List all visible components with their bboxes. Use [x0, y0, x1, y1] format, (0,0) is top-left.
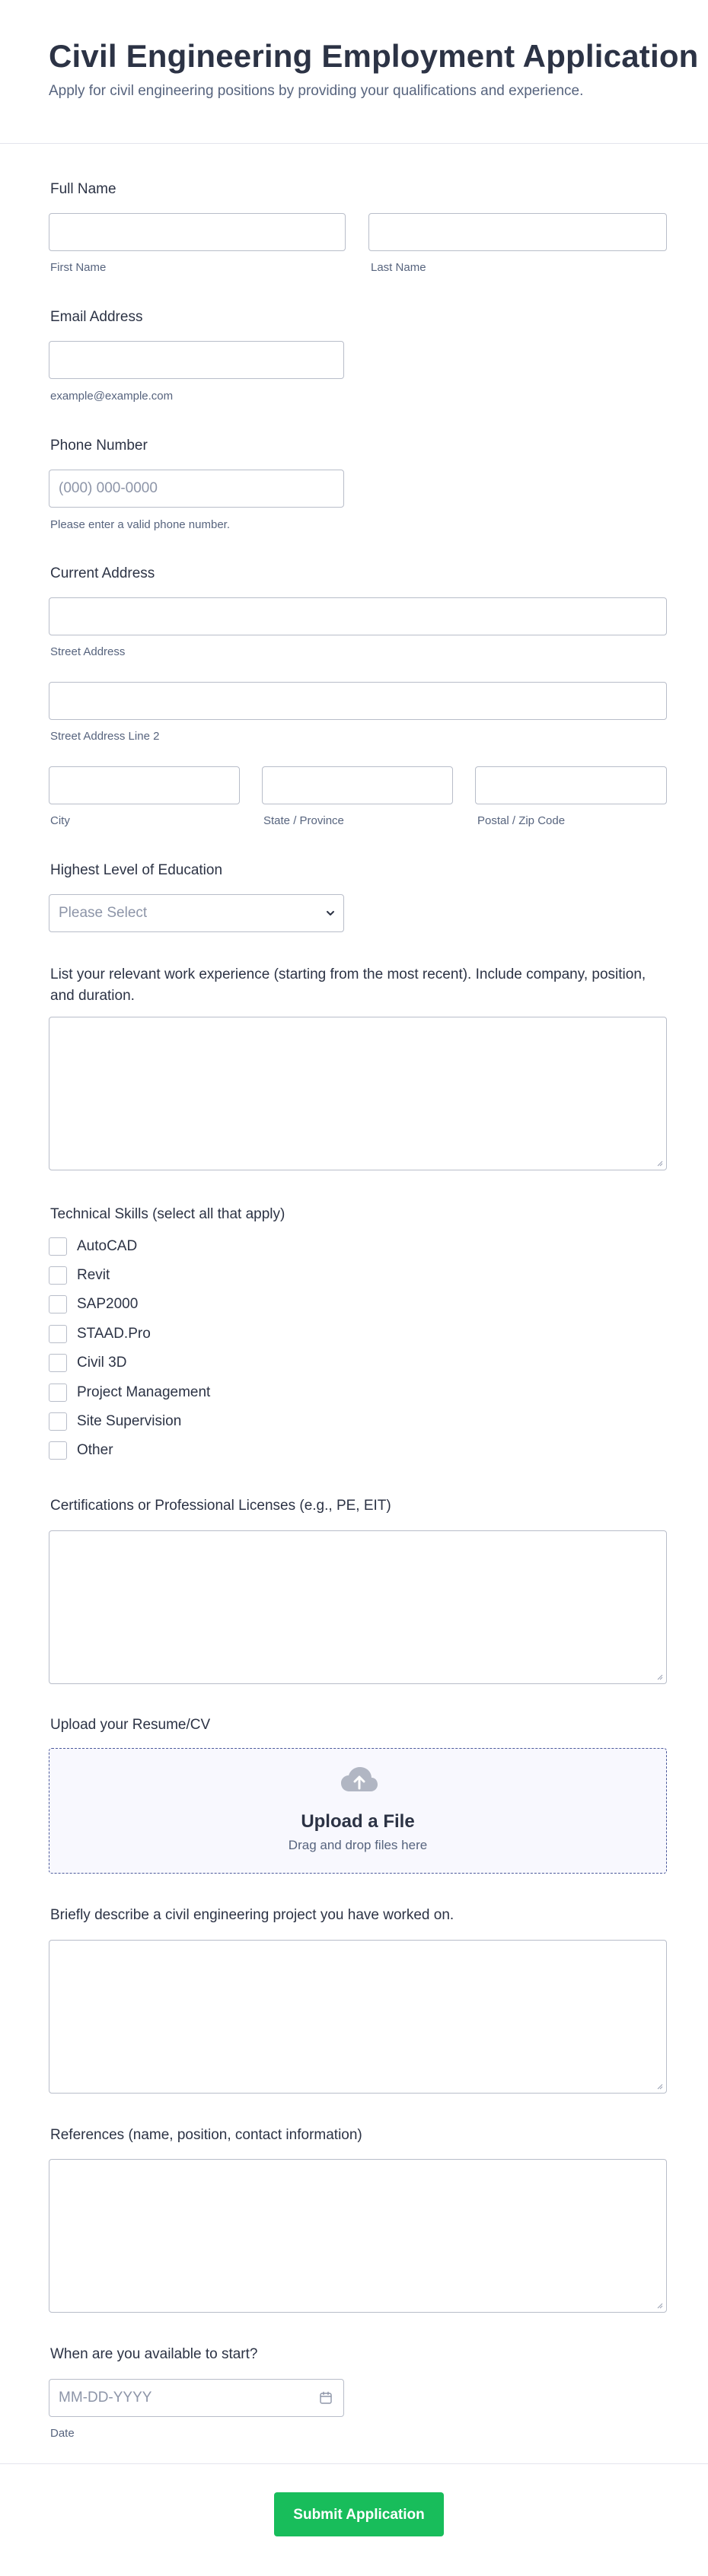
form-footer — [0, 2463, 708, 2576]
street-address-sublabel: Street Address — [50, 645, 126, 658]
experience-textarea[interactable] — [49, 1017, 667, 1170]
submit-button[interactable]: Submit Application — [274, 2492, 444, 2536]
upload-title: Upload a File — [301, 1811, 415, 1832]
phone-sublabel: Please enter a valid phone number. — [50, 518, 230, 531]
file-upload-dropzone[interactable] — [49, 1748, 667, 1874]
references-label: References (name, position, contact information) — [50, 2127, 362, 2143]
skill-option-label: Site Supervision — [77, 1413, 182, 1429]
state-sublabel: State / Province — [263, 814, 344, 827]
first-name-sublabel: First Name — [50, 261, 107, 274]
start-date-label: When are you available to start? — [50, 2346, 258, 2362]
form-title: Civil Engineering Employment Application — [49, 38, 699, 74]
email-sublabel: example@example.com — [50, 390, 174, 403]
first-name-input[interactable] — [49, 213, 346, 251]
skill-option-label: AutoCAD — [77, 1238, 138, 1254]
email-label: Email Address — [50, 309, 143, 325]
city-sublabel: City — [50, 814, 70, 827]
full-name-label: Full Name — [50, 181, 116, 197]
cloud-upload-icon — [340, 1766, 378, 1794]
resize-grip-icon[interactable] — [655, 1673, 663, 1680]
resize-grip-icon[interactable] — [655, 2082, 663, 2090]
chevron-down-icon — [325, 908, 336, 919]
checkbox[interactable] — [49, 1384, 67, 1402]
street-address-line2-sublabel: Street Address Line 2 — [50, 730, 160, 743]
checkbox[interactable] — [49, 1325, 67, 1343]
skill-option-label: Revit — [77, 1267, 110, 1283]
skill-option-label: STAAD.Pro — [77, 1326, 151, 1342]
skill-option-label: Civil 3D — [77, 1355, 127, 1371]
project-textarea[interactable] — [49, 1940, 667, 2094]
project-label: Briefly describe a civil engineering project you have worked on. — [50, 1907, 454, 1923]
certifications-label: Certifications or Professional Licenses (e.g., PE, EIT) — [50, 1498, 391, 1514]
last-name-sublabel: Last Name — [371, 261, 426, 274]
skill-option-label: SAP2000 — [77, 1296, 139, 1312]
start-date-sublabel: Date — [50, 2427, 75, 2440]
zip-input[interactable] — [475, 766, 667, 804]
street-address-line2-input[interactable] — [49, 682, 667, 720]
state-input[interactable] — [262, 766, 453, 804]
start-date-input[interactable] — [49, 2379, 344, 2417]
checkbox[interactable] — [49, 1412, 67, 1431]
education-label: Highest Level of Education — [50, 862, 223, 878]
form-header — [0, 0, 708, 144]
zip-sublabel: Postal / Zip Code — [477, 814, 566, 827]
checkbox[interactable] — [49, 1237, 67, 1256]
skill-option-label: Project Management — [77, 1384, 211, 1400]
resize-grip-icon[interactable] — [655, 1159, 663, 1167]
upload-subtitle: Drag and drop files here — [288, 1838, 428, 1852]
resize-grip-icon[interactable] — [655, 2301, 663, 2309]
phone-input[interactable] — [49, 470, 344, 508]
skills-label: Technical Skills (select all that apply) — [50, 1206, 285, 1222]
street-address-input[interactable] — [49, 597, 667, 635]
phone-placeholder: (000) 000-0000 — [59, 480, 158, 496]
experience-label: List your relevant work experience (starting from the most recent). Include company, position, and duration. — [50, 966, 646, 1004]
skill-option-label: Other — [77, 1442, 113, 1458]
calendar-icon[interactable] — [319, 2391, 333, 2405]
certifications-textarea[interactable] — [49, 1530, 667, 1684]
checkbox[interactable] — [49, 1266, 67, 1285]
education-selected-value: Please Select — [59, 905, 148, 921]
email-input[interactable] — [49, 341, 344, 379]
form-subtitle: Apply for civil engineering positions by providing your qualifications and experience. — [49, 83, 584, 99]
checkbox[interactable] — [49, 1295, 67, 1313]
checkbox[interactable] — [49, 1441, 67, 1460]
start-date-placeholder: MM-DD-YYYY — [59, 2390, 152, 2406]
resume-label: Upload your Resume/CV — [50, 1717, 211, 1733]
city-input[interactable] — [49, 766, 240, 804]
references-textarea[interactable] — [49, 2159, 667, 2313]
phone-label: Phone Number — [50, 438, 148, 454]
address-label: Current Address — [50, 565, 155, 581]
education-select[interactable] — [49, 894, 344, 932]
last-name-input[interactable] — [368, 213, 667, 251]
checkbox[interactable] — [49, 1354, 67, 1372]
